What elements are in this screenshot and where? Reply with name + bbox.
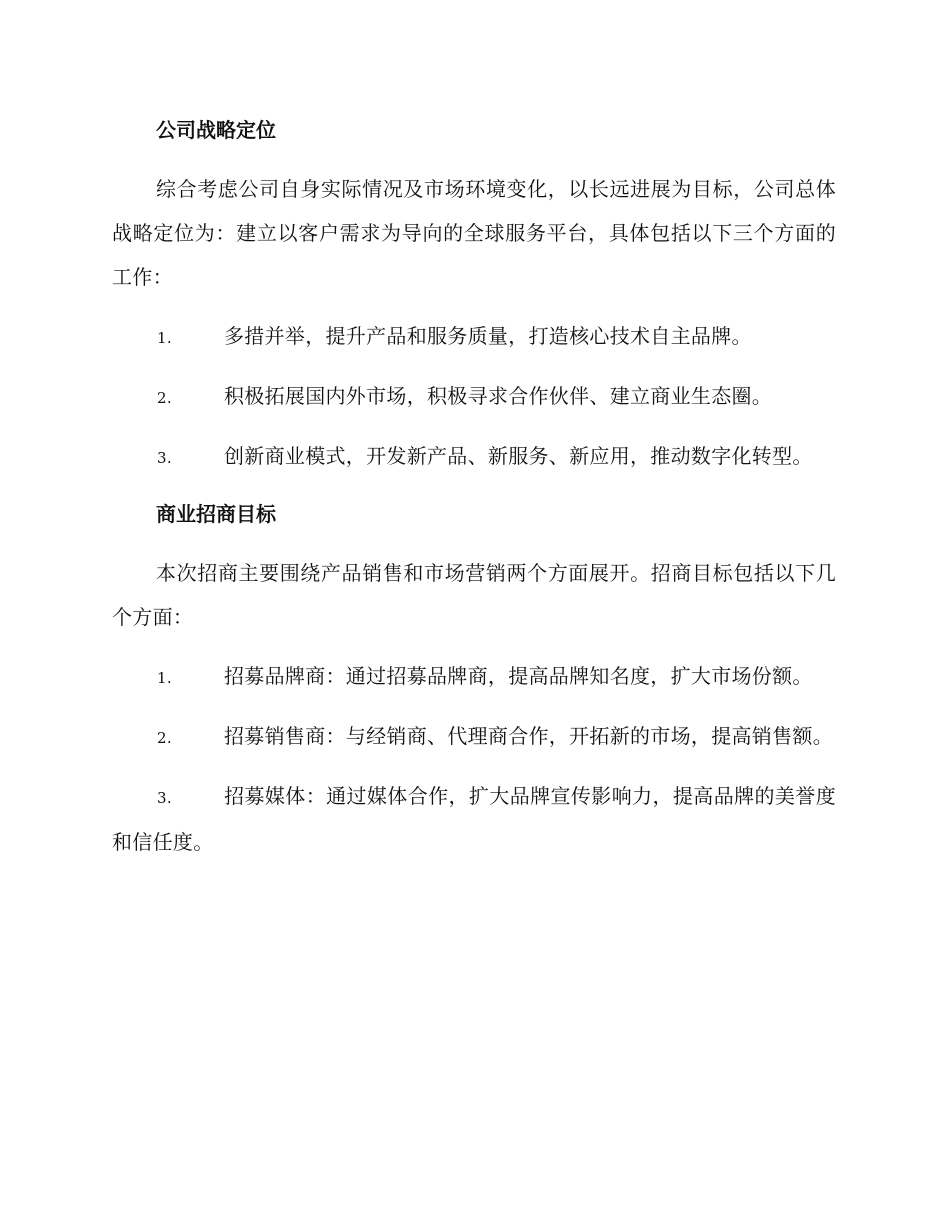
document-body bbox=[112, 110, 836, 878]
list-number: 1. bbox=[157, 329, 172, 347]
investment-intro-paragraph: 本次招商主要围绕产品销售和市场营销两个方面展开。招商目标包括以下几个方面： bbox=[112, 561, 836, 629]
list-number: 2. bbox=[157, 389, 172, 407]
list-number: 1. bbox=[157, 669, 172, 687]
list-item bbox=[112, 654, 836, 700]
list-item bbox=[112, 434, 836, 480]
list-item-text: 多措并举，提升产品和服务质量，打造核心技术自主品牌。 bbox=[224, 324, 752, 348]
list-item-text: 招募品牌商：通过招募品牌商，提高品牌知名度，扩大市场份额。 bbox=[224, 664, 813, 688]
list-item bbox=[112, 714, 836, 760]
strategy-intro-paragraph: 综合考虑公司自身实际情况及市场环境变化，以长远进展为目标，公司总体战略定位为：建立以客户需求为导向的全球服务平台，具体包括以下三个方面的工作： bbox=[112, 177, 836, 289]
list-item-text: 招募销售商：与经销商、代理商合作，开拓新的市场，提高销售额。 bbox=[224, 724, 833, 748]
section-heading-strategy: 公司战略定位 bbox=[156, 118, 276, 142]
list-item-text: 招募媒体：通过媒体合作，扩大品牌宣传影响力，提高品牌的美誉度和信任度。 bbox=[112, 784, 836, 854]
list-item-text: 积极拓展国内外市场，积极寻求合作伙伴、建立商业生态圈。 bbox=[224, 384, 773, 408]
list-item bbox=[112, 374, 836, 420]
list-number: 2. bbox=[157, 729, 172, 747]
list-item bbox=[112, 774, 836, 864]
section-heading-investment: 商业招商目标 bbox=[156, 502, 276, 526]
list-number: 3. bbox=[157, 449, 172, 467]
list-item bbox=[112, 314, 836, 360]
list-item-text: 创新商业模式，开发新产品、新服务、新应用，推动数字化转型。 bbox=[224, 444, 813, 468]
list-number: 3. bbox=[157, 789, 172, 807]
